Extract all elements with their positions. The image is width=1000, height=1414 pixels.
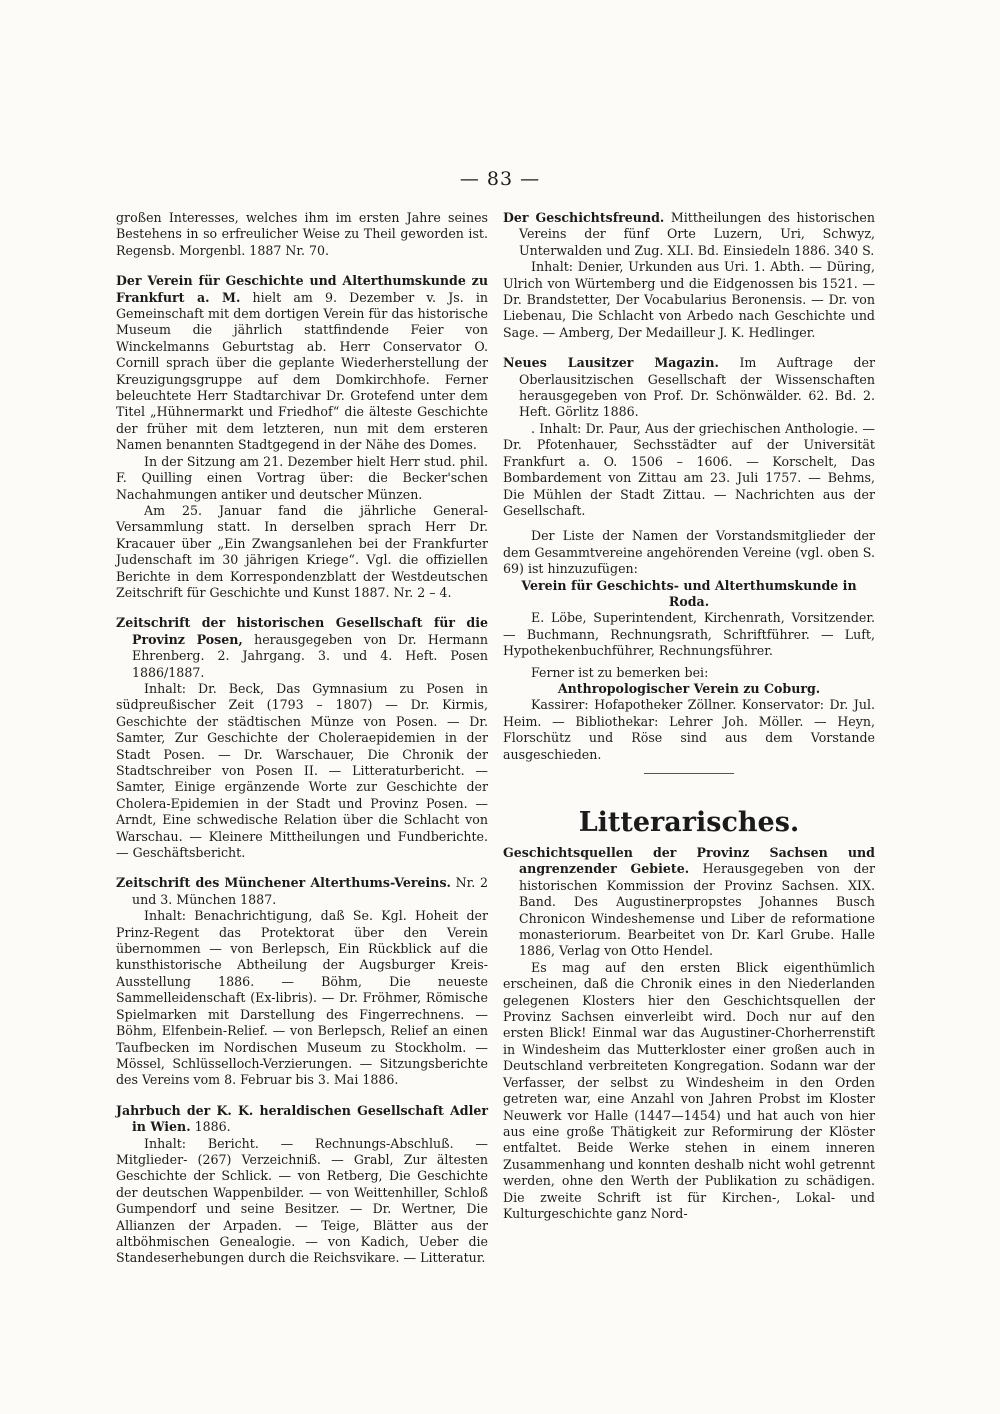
association-heading: Verein für Geschichts- und Alterthumskunde in Roda. [521,577,857,609]
paragraph: In der Sitzung am 21. Dezember hielt Herr stud. phil. F. Quilling einen Vortrag über: die Becker'schen Nachahmungen antiker und deutscher Münzen. [116,453,488,502]
entry-heading: Zeitschrift des Münchener Alterthums-Vereins. [116,875,451,891]
paragraph: Der Liste der Namen der Vorstandsmitglieder der dem Gesammtvereine angehörenden Vereine (vgl. oben S. 69) ist hinzuzufügen: [503,528,875,577]
paragraph: E. Löbe, Superintendent, Kirchenrath, Vorsitzender. — Buchmann, Rechnungsrath, Schriftführer. — Luft, Hypothekenbuchführer, Rechnungsführer. [503,610,875,659]
entry-heading: Geschichtsquellen der Provinz Sachsen und angrenzender Gebiete. [503,845,875,877]
entry-body: Nr. 2 und 3. München 1887. [132,875,488,907]
paragraph: Kassirer: Hofapotheker Zöllner. Konservator: Dr. Jul. Heim. — Bibliothekar: Lehrer Joh. Möller. — Heyn, Florschütz und Röse sind aus dem Vorstande ausgeschieden. [503,697,875,762]
entry-posen [116,615,488,681]
entry-heading: Der Verein für Geschichte und Alterthumskunde zu Frankfurt a. M. [116,273,488,305]
entry-lausitzer [503,355,875,421]
association-heading: Anthropologischer Verein zu Coburg. [557,680,821,696]
left-column [116,210,488,1267]
entry-body: 1886. [190,1119,231,1135]
paragraph: Inhalt: Denier, Urkunden aus Uri. 1. Abth. — Düring, Ulrich von Würtemberg und die Eidgenossen bis 1521. — Dr. Brandstetter, Der Vocabularius Beronensis. — Dr. von Liebenau, Die Schlacht von Arbedo nach Geschichte und Sage. — Amberg, Der Medailleur J. K. Hedlinger. [503,259,875,340]
entry-body: Im Auftrage der Oberlausitzischen Gesellschaft der Wissenschaften herausgegeben von Prof. Dr. Schönwälder. 62. Bd. 2. Heft. Görlitz 1886. [519,355,876,420]
entry-body: Herausgegeben von der historischen Kommission der Provinz Sachsen. XIX. Band. Des Augustinerpropstes Johannes Busch Chronicon Windeshemense und Liber de reformatione monasteriorum. Bearbeitet von Dr. Karl Grube. Halle 1886, Verlag von Otto Hendel. [519,861,876,959]
paragraph: Inhalt: Benachrichtigung, daß Se. Kgl. Hoheit der Prinz-Regent das Protektorat über den Verein übernommen — von Berlepsch, Ein Rückblick auf die kunsthistorische Abtheilung der Augsburger Kreis-Ausstellung 1886. — Böhm, Die neueste Sammelleidenschaft (Ex-libris). — Dr. Fröhmer, Römische Spielmarken mit Darstellung des Fingerrechnens. — Böhm, Elfenbein-Relief. — von Berlepsch, Relief an einen Taufbecken im Nordischen Museum zu Stockholm. — Mössel, Schlüsselloch-Verzierungen. — Sitzungsberichte des Vereins vom 8. Februar bis 3. Mai 1886. [116,908,488,1088]
right-column [503,210,875,1222]
paragraph: Inhalt: Bericht. — Rechnungs-Abschluß. — Mitglieder- (267) Verzeichniß. — Grabl, Zur ältesten Geschichte der Schlick. — von Retberg, Die Geschichte der deutschen Wappenbilder. — von Weittenhiller, Schloß Gumpendorf und seine Besitzer. — Dr. Wertner, Die Allianzen der Arpaden. — Teige, Blätter aus der altböhmischen Genealogie. — von Kadich, Ueber die Standeserhebungen durch die Reichsvikare. — Litteratur. [116,1135,488,1266]
paragraph: großen Interesses, welches ihm im ersten Jahre seines Bestehens in so erfreulicher Weise zu Theil geworden ist. Regensb. Morgenbl. 1887 Nr. 70. [116,210,488,258]
entry-muenchen [116,875,488,908]
entry-body: herausgegeben von Dr. Hermann Ehrenberg. 2. Jahrgang. 3. und 4. Heft. Posen 1886/1887. [132,631,488,680]
entry-heading: Neues Lausitzer Magazin. [503,355,719,371]
paragraph: . Inhalt: Dr. Paur, Aus der griechischen Anthologie. — Dr. Pfotenhauer, Sechsstädter auf der Universität Frankfurt a. O. 1506 – 1606. — Korschelt, Das Bombardement von Zittau am 23. Juli 1757. — Behms, Die Mühlen der Stadt Zittau. — Nachrichten aus der Gesellschaft. [503,420,875,518]
paragraph: Inhalt: Dr. Beck, Das Gymnasium zu Posen in südpreußischer Zeit (1793 – 1807) — Dr. Kirmis, Geschichte der städtischen Münze von Posen. — Dr. Samter, Zur Geschichte der Choleraepidemien in der Stadt Posen. — Dr. Warschauer, Die Chronik der Stadtschreiber von Posen II. — Litteraturbericht. — Samter, Einige ergänzende Worte zur Geschichte der Cholera-Epidemien in der Stadt und Provinz Posen. — Arndt, Eine schwedische Relation über die Schlacht von Warschau. — Kleinere Mittheilungen und Fundberichte. — Geschäftsbericht. [116,680,488,861]
entry-geschichtsfreund [503,210,875,259]
entry-adler [116,1103,488,1136]
entry-body: hielt am 9. Dezember v. Js. in Gemeinschaft mit dem dortigen Verein für das historische Museum die jährlich stattfindende Feier von Winckelmanns Geburtstag ab. Herr Conservator O. Cornill sprach über die geplante Wiederherstellung der Kreuzigungsgruppe auf dem Domkirchhofe. Ferner beleuchtete Herr Stadtarchivar Dr. Grotefend unter dem Titel „Hühnermarkt und Friedhof“ die älteste Geschichte der früher mit dem letzteren, nun mit dem ersteren Namen benannten Stadtgegend in der Nähe des Domes. [116,289,489,453]
paragraph: Es mag auf den ersten Blick eigenthümlich erscheinen, daß die Chronik eines in den Niederlanden gelegenen Klosters hier den Geschichtsquellen der Provinz Sachsen einverleibt wird. Doch nur auf den ersten Blick! Einmal war das Augustiner-Chorherrenstift in Windesheim das Mutterkloster einer großen auch in Deutschland verbreiteten Kongregation. Sodann war der Verfasser, der selbst zu Windesheim in den Orden getreten war, eine Anzahl von Jahren Probst im Kloster Neuwerk vor Halle (1447—1454) und hat auch von hier aus eine große Thätigkeit zur Reformirung der Klöster entfaltet. Beide Werke stehen in einem inneren Zusammenhang und konnten deshalb nicht wohl getrennt werden, ohne den Werth der Publikation zu schädigen. Die zweite Schrift ist für Kirchen-, Lokal- und Kulturgeschichte ganz Nord- [503,959,875,1221]
entry-heading: Zeitschrift der historischen Gesellschaft für die Provinz Posen, [116,615,488,647]
paragraph: Am 25. Januar fand die jährliche General-Versammlung statt. In derselben sprach Herr Dr. Kracauer über „Ein Zwangsanlehen bei der Frankfurter Judenschaft im 30 jährigen Kriege“. Vgl. die offiziellen Berichte in dem Korrespondenzblatt der Westdeutschen Zeitschrift für Geschichte und Kunst 1887. Nr. 2 – 4. [116,502,488,600]
entry-heading: Jahrbuch der K. K. heraldischen Gesellschaft Adler in Wien. [116,1102,488,1135]
entry-geschichtsquellen [503,845,875,960]
section-title: Litterarisches. [578,807,800,838]
page-number: — 83 — [459,168,541,190]
entry-heading: Der Geschichtsfreund. [503,210,665,225]
entry-regensburg [116,273,488,453]
paragraph: Ferner ist zu bemerken bei: [531,664,709,680]
entry-body: Mittheilungen des historischen Vereins der fünf Orte Luzern, Uri, Schwyz, Unterwalden und Zug. XLI. Bd. Einsiedeln 1886. 340 S. [519,210,875,258]
